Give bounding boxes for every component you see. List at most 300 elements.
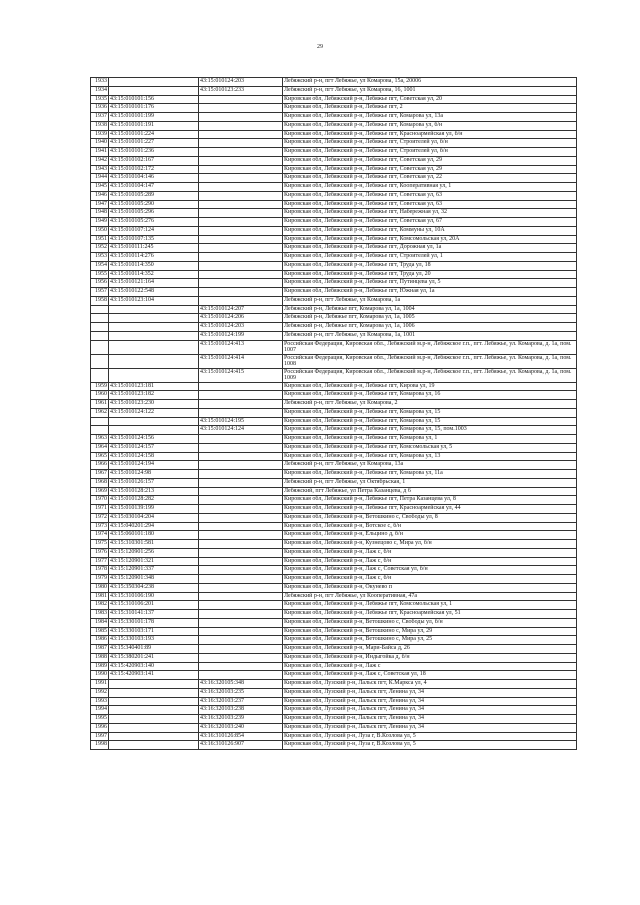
address-cell: Кировская обл, Лебяжский р-н, Лебяжье пгт, Советская ул, 67	[283, 218, 577, 227]
row-number-cell	[91, 417, 109, 426]
row-number-cell: 1982	[91, 601, 109, 610]
row-number-cell: 1935	[91, 95, 109, 104]
row-number-cell: 1975	[91, 540, 109, 549]
address-cell: Кировская обл, Лебяжский р-н, Лаж с, Советская ул, 18	[283, 671, 577, 680]
cadastral-parcel-cell: 43:15:010101:199	[109, 113, 199, 122]
address-cell: Кировская обл, Лебяжский р-н, Лебяжье пгт, Советская ул, 63	[283, 200, 577, 209]
row-number-cell: 1939	[91, 130, 109, 139]
table-row	[91, 296, 577, 305]
table-row	[91, 680, 577, 689]
table-row	[91, 601, 577, 610]
cadastral-parcel-cell	[109, 426, 199, 435]
table-row	[91, 636, 577, 645]
cadastral-premises-cell	[199, 218, 283, 227]
cadastral-premises-cell	[199, 121, 283, 130]
cadastral-premises-cell	[199, 408, 283, 417]
table-row	[91, 382, 577, 391]
cadastral-parcel-cell: 43:15:010123:104	[109, 296, 199, 305]
cadastral-parcel-cell: 43:15:010124:157	[109, 443, 199, 452]
address-cell: Лебяжский р-н, Лебяжье пгт, Комарова ул, 1а, 1006	[283, 323, 577, 332]
address-cell: Кировская обл, Лебяжский р-н, Лебяжье пгт, Красноармейская ул, 44	[283, 505, 577, 514]
cadastral-premises-cell	[199, 496, 283, 505]
row-number-cell: 1995	[91, 715, 109, 724]
cadastral-premises-cell	[199, 583, 283, 592]
address-cell: Кировская обл, Лебяжский р-н, Лебяжье пгт, Петра Казанцева ул, 8	[283, 496, 577, 505]
table-row	[91, 400, 577, 409]
cadastral-premises-cell: 43:15:010124:414	[199, 354, 283, 368]
cadastral-premises-cell	[199, 653, 283, 662]
table-row	[91, 305, 577, 314]
table-row	[91, 557, 577, 566]
cadastral-premises-cell	[199, 540, 283, 549]
row-number-cell: 1959	[91, 382, 109, 391]
table-row	[91, 183, 577, 192]
address-cell: Кировская обл, Лебяжский р-н, Лаж с, б/н	[283, 575, 577, 584]
cadastral-premises-cell	[199, 443, 283, 452]
address-cell: Кировская обл, Лебяжский р-н, Вотское с, б/н	[283, 522, 577, 531]
cadastral-parcel-cell: 43:15:010114:352	[109, 270, 199, 279]
cadastral-parcel-cell	[109, 697, 199, 706]
table-row	[91, 470, 577, 479]
cadastral-parcel-cell: 43:15:010128:282	[109, 496, 199, 505]
table-row	[91, 540, 577, 549]
cadastral-premises-cell	[199, 226, 283, 235]
address-cell: Кировская обл, Лебяжский р-н, Лаж с, б/н	[283, 557, 577, 566]
table-row	[91, 452, 577, 461]
row-number-cell: 1951	[91, 235, 109, 244]
cadastral-parcel-cell: 43:15:010104:147	[109, 183, 199, 192]
row-number-cell: 1968	[91, 478, 109, 487]
table-row	[91, 368, 577, 382]
cadastral-parcel-cell	[109, 340, 199, 354]
table-row	[91, 139, 577, 148]
row-number-cell: 1938	[91, 121, 109, 130]
address-cell: Кировская обл, Лебяжский р-н, Лебяжье пгт, Советская ул, 20	[283, 95, 577, 104]
row-number-cell: 1997	[91, 732, 109, 741]
cadastral-premises-cell	[199, 261, 283, 270]
row-number-cell	[91, 323, 109, 332]
table-row	[91, 244, 577, 253]
cadastral-parcel-cell: 43:15:350304:238	[109, 583, 199, 592]
address-cell: Кировская обл, Лебяжский р-н, Лебяжье пгт, Коммуны ул, 10А	[283, 226, 577, 235]
row-number-cell: 1993	[91, 697, 109, 706]
cadastral-premises-cell	[199, 382, 283, 391]
row-number-cell: 1961	[91, 400, 109, 409]
cadastral-parcel-cell: 43:15:060101:180	[109, 531, 199, 540]
cadastral-premises-cell: 43:15:010124:203	[199, 323, 283, 332]
address-cell: Российская Федерация, Кировская обл., Лебяжский м.р-н, Лебяжское г.п., пгт. Лебяжье, ул. Комарова, д. 1а, пом. 1008	[283, 354, 577, 368]
table-row	[91, 314, 577, 323]
cadastral-premises-cell	[199, 235, 283, 244]
address-cell: Кировская обл, Лебяжский р-н, Кузнецово с, Мира ул, б/н	[283, 540, 577, 549]
cadastral-premises-cell	[199, 400, 283, 409]
cadastral-parcel-cell	[109, 331, 199, 340]
address-cell: Кировская обл, Лебяжский р-н, Лебяжье пгт, Дорожная ул, 1а	[283, 244, 577, 253]
table-row	[91, 505, 577, 514]
cadastral-parcel-cell: 43:15:010101:227	[109, 139, 199, 148]
table-row	[91, 610, 577, 619]
cadastral-parcel-cell: 43:15:010107:135	[109, 235, 199, 244]
table-row	[91, 130, 577, 139]
cadastral-parcel-cell: 43:15:330103:171	[109, 627, 199, 636]
row-number-cell: 1934	[91, 86, 109, 95]
cadastral-premises-cell	[199, 104, 283, 113]
cadastral-premises-cell	[199, 296, 283, 305]
cadastral-premises-cell	[199, 191, 283, 200]
row-number-cell: 1991	[91, 680, 109, 689]
cadastral-parcel-cell: 43:15:310141:137	[109, 610, 199, 619]
row-number-cell: 1947	[91, 200, 109, 209]
address-cell: Кировская обл, Лебяжский р-н, Лебяжье пгт, Строителей ул, б/н	[283, 139, 577, 148]
cadastral-parcel-cell: 43:15:010121:164	[109, 279, 199, 288]
table-row	[91, 531, 577, 540]
address-cell: Кировская обл, Лебяжский р-н, Лебяжье пгт, Комарова ул, 16	[283, 391, 577, 400]
cadastral-parcel-cell	[109, 86, 199, 95]
table-row	[91, 354, 577, 368]
row-number-cell: 1952	[91, 244, 109, 253]
cadastral-parcel-cell	[109, 732, 199, 741]
table-row	[91, 165, 577, 174]
cadastral-parcel-cell: 43:15:010111:245	[109, 244, 199, 253]
row-number-cell: 1954	[91, 261, 109, 270]
cadastral-premises-cell	[199, 156, 283, 165]
row-number-cell: 1937	[91, 113, 109, 122]
row-number-cell: 1957	[91, 288, 109, 297]
cadastral-premises-cell: 43:15:010124:415	[199, 368, 283, 382]
address-cell: Кировская обл, Лебяжский р-н, Мари-Байса д, 26	[283, 645, 577, 654]
table-row	[91, 408, 577, 417]
cadastral-parcel-cell: 43:15:310106:201	[109, 601, 199, 610]
cadastral-premises-cell: 43:15:010124:203	[199, 78, 283, 87]
address-cell: Кировская обл, Лузский р-н, Луза г, В.Козлова ул, 5	[283, 732, 577, 741]
cadastral-premises-cell	[199, 645, 283, 654]
cadastral-parcel-cell: 43:15:010126:157	[109, 478, 199, 487]
cadastral-parcel-cell: 43:15:010107:124	[109, 226, 199, 235]
address-cell: Кировская обл, Лузский р-н, Лальск пгт, Ленина ул, 34	[283, 688, 577, 697]
table-row	[91, 148, 577, 157]
table-row	[91, 435, 577, 444]
cadastral-parcel-cell: 43:15:010123:230	[109, 400, 199, 409]
cadastral-parcel-cell: 43:15:010128:213	[109, 487, 199, 496]
cadastral-premises-cell	[199, 610, 283, 619]
cadastral-premises-cell	[199, 391, 283, 400]
cadastral-premises-cell: 43:15:010124:124	[199, 426, 283, 435]
row-number-cell: 1967	[91, 470, 109, 479]
address-cell: Кировская обл, Лебяжский р-н, Лебяжье пгт, Комарова ул, 11а	[283, 470, 577, 479]
table-row	[91, 697, 577, 706]
table-row	[91, 592, 577, 601]
address-cell: Кировская обл, Лебяжский р-н, Лебяжье пгт, Комарова ул, б/н	[283, 121, 577, 130]
cadastral-parcel-cell: 43:15:040201:294	[109, 522, 199, 531]
cadastral-premises-cell: 43:15:010124:206	[199, 314, 283, 323]
row-number-cell: 1974	[91, 531, 109, 540]
cadastral-parcel-cell	[109, 706, 199, 715]
row-number-cell	[91, 426, 109, 435]
page-number: 29	[317, 44, 323, 50]
cadastral-parcel-cell: 43:15:010124:158	[109, 452, 199, 461]
cadastral-premises-cell	[199, 209, 283, 218]
cadastral-parcel-cell	[109, 354, 199, 368]
row-number-cell: 1955	[91, 270, 109, 279]
address-cell: Российская Федерация, Кировская обл., Лебяжский м.р-н, Лебяжское г.п., пгт. Лебяжье, ул. Комарова, д. 1а, пом. 1009	[283, 368, 577, 382]
address-cell: Кировская обл, Лебяжский р-н, Лебяжье пгт, Комарова ул, 15	[283, 408, 577, 417]
address-cell: Кировская обл, Лебяжский р-н, Ветошкино с, Свободы ул, 8	[283, 513, 577, 522]
cadastral-premises-cell	[199, 288, 283, 297]
cadastral-parcel-cell: 43:15:010105:289	[109, 191, 199, 200]
row-number-cell: 1943	[91, 165, 109, 174]
row-number-cell: 1998	[91, 741, 109, 750]
table-row	[91, 627, 577, 636]
cadastral-premises-cell: 43:16:320103:239	[199, 715, 283, 724]
address-cell: Лебяжский р-н, пгт Лебяжье, ул Комарова, 16, 1001	[283, 86, 577, 95]
cadastral-parcel-cell: 43:15:010124:122	[109, 408, 199, 417]
row-number-cell: 1940	[91, 139, 109, 148]
table-row	[91, 331, 577, 340]
row-number-cell: 1978	[91, 566, 109, 575]
row-number-cell: 1976	[91, 548, 109, 557]
cadastral-premises-cell: 43:15:010124:199	[199, 331, 283, 340]
cadastral-premises-cell	[199, 531, 283, 540]
cadastral-parcel-cell	[109, 305, 199, 314]
table-row	[91, 156, 577, 165]
address-cell: Кировская обл, Лебяжский р-н, Лебяжье пгт, Набережная ул, 32	[283, 209, 577, 218]
address-cell: Кировская обл, Лебяжский р-н, Лаж с, б/н	[283, 548, 577, 557]
cadastral-premises-cell	[199, 174, 283, 183]
table-row	[91, 340, 577, 354]
address-cell: Кировская обл, Лебяжский р-н, Ветошкино с, Свободы ул, б/н	[283, 618, 577, 627]
address-cell: Кировская обл, Лебяжский р-н, Лебяжье пгт, Комарова ул, 1	[283, 435, 577, 444]
row-number-cell: 1973	[91, 522, 109, 531]
address-cell: Кировская обл, Лузский р-н, Лальск пгт, Ленина ул, 34	[283, 706, 577, 715]
address-cell: Кировская обл, Лебяжский р-н, Индыгойка д, б/н	[283, 653, 577, 662]
cadastral-parcel-cell: 43:15:340401:89	[109, 645, 199, 654]
row-number-cell: 1985	[91, 627, 109, 636]
cadastral-premises-cell	[199, 548, 283, 557]
table-row	[91, 78, 577, 87]
cadastral-parcel-cell: 43:15:030104:204	[109, 513, 199, 522]
address-cell: Кировская обл, Лебяжский р-н, Лебяжье пгт, Строителей ул, б/н	[283, 148, 577, 157]
table-row	[91, 443, 577, 452]
table-row	[91, 253, 577, 262]
row-number-cell: 1984	[91, 618, 109, 627]
table-row	[91, 645, 577, 654]
address-cell: Кировская обл, Лебяжский р-н, Лаж с	[283, 662, 577, 671]
address-cell: Кировская обл, Лебяжский р-н, Лебяжье пгт, Комарова ул, 15	[283, 417, 577, 426]
address-cell: Лебяжский р-н, пгт Лебяжье, ул Октябрьская, 1	[283, 478, 577, 487]
cadastral-parcel-cell: 43:15:010105:290	[109, 200, 199, 209]
cadastral-parcel-cell	[109, 417, 199, 426]
cadastral-parcel-cell	[109, 723, 199, 732]
row-number-cell	[91, 331, 109, 340]
cadastral-premises-cell	[199, 601, 283, 610]
table-row	[91, 688, 577, 697]
cadastral-premises-cell	[199, 113, 283, 122]
cadastral-parcel-cell: 43:15:010123:182	[109, 391, 199, 400]
row-number-cell: 1979	[91, 575, 109, 584]
cadastral-parcel-cell: 43:15:330101:178	[109, 618, 199, 627]
row-number-cell: 1981	[91, 592, 109, 601]
row-number-cell: 1960	[91, 391, 109, 400]
cadastral-premises-cell	[199, 165, 283, 174]
address-cell: Кировская обл, Лебяжский р-н, Лебяжье пгт, Труда ул, 18	[283, 261, 577, 270]
address-cell: Кировская обл, Лебяжский р-н, Ельцино д, б/н	[283, 531, 577, 540]
cadastral-premises-cell	[199, 270, 283, 279]
cadastral-premises-cell: 43:16:320103:235	[199, 688, 283, 697]
table-row	[91, 261, 577, 270]
table-row	[91, 715, 577, 724]
cadastral-parcel-cell	[109, 314, 199, 323]
row-number-cell: 1944	[91, 174, 109, 183]
table-row	[91, 200, 577, 209]
cadastral-parcel-cell	[109, 688, 199, 697]
row-number-cell: 1966	[91, 461, 109, 470]
table-row	[91, 723, 577, 732]
cadastral-premises-cell	[199, 618, 283, 627]
row-number-cell: 1949	[91, 218, 109, 227]
table-row	[91, 618, 577, 627]
table-row	[91, 653, 577, 662]
cadastral-parcel-cell: 43:15:010102:172	[109, 165, 199, 174]
table-row	[91, 226, 577, 235]
table-row	[91, 95, 577, 104]
cadastral-parcel-cell: 43:15:010139:199	[109, 505, 199, 514]
row-number-cell: 1942	[91, 156, 109, 165]
cadastral-premises-cell: 43:16:320103:240	[199, 723, 283, 732]
table-row	[91, 566, 577, 575]
row-number-cell: 1956	[91, 279, 109, 288]
address-cell: Кировская обл, Лебяжский р-н, Лебяжье пгт, Советская ул, 63	[283, 191, 577, 200]
cadastral-premises-cell	[199, 95, 283, 104]
table-row	[91, 548, 577, 557]
table-row	[91, 323, 577, 332]
table-row	[91, 86, 577, 95]
row-number-cell: 1992	[91, 688, 109, 697]
address-cell: Кировская обл, Лебяжский р-н, Лебяжье пгт, Кирова ул, 19	[283, 382, 577, 391]
table-row	[91, 417, 577, 426]
cadastral-parcel-cell: 43:15:120901:348	[109, 575, 199, 584]
address-cell: Лебяжский р-н, пгт Лебяжье, ул Комарова, 1а, 1001	[283, 331, 577, 340]
address-cell: Лебяжский р-н, Лебяжье пгт, Комарова ул, 1а, 1005	[283, 314, 577, 323]
table-row	[91, 104, 577, 113]
row-number-cell: 1933	[91, 78, 109, 87]
cadastral-premises-cell	[199, 671, 283, 680]
cadastral-parcel-cell: 43:15:010101:224	[109, 130, 199, 139]
table-row	[91, 487, 577, 496]
row-number-cell: 1936	[91, 104, 109, 113]
cadastral-premises-cell: 43:16:310126:854	[199, 732, 283, 741]
cadastral-premises-cell: 43:16:320105:348	[199, 680, 283, 689]
row-number-cell: 1972	[91, 513, 109, 522]
cadastral-premises-cell	[199, 522, 283, 531]
cadastral-parcel-cell: 43:15:010124:98	[109, 470, 199, 479]
row-number-cell: 1977	[91, 557, 109, 566]
row-number-cell: 1990	[91, 671, 109, 680]
cadastral-parcel-cell: 43:15:010102:167	[109, 156, 199, 165]
row-number-cell: 1971	[91, 505, 109, 514]
cadastral-premises-cell: 43:15:010123:233	[199, 86, 283, 95]
table-row	[91, 288, 577, 297]
table-row	[91, 575, 577, 584]
row-number-cell: 1986	[91, 636, 109, 645]
address-cell: Кировская обл, Лебяжский р-н, Лебяжье пгт, Комарова ул, 13	[283, 452, 577, 461]
cadastral-parcel-cell: 43:15:330103:193	[109, 636, 199, 645]
cadastral-premises-cell	[199, 244, 283, 253]
table-row	[91, 218, 577, 227]
address-cell: Кировская обл, Лебяжский р-н, Лебяжье пгт, Строителей ул, 1	[283, 253, 577, 262]
address-cell: Кировская обл, Лузский р-н, Лальск пгт, Ленина ул, 34	[283, 715, 577, 724]
cadastral-parcel-cell: 43:15:420903:140	[109, 662, 199, 671]
cadastral-premises-cell	[199, 487, 283, 496]
address-cell: Кировская обл, Лебяжский р-н, Лебяжье пгт, Комсомольская ул, 20А	[283, 235, 577, 244]
cadastral-premises-cell	[199, 253, 283, 262]
cadastral-parcel-cell	[109, 680, 199, 689]
cadastral-premises-cell	[199, 627, 283, 636]
row-number-cell: 1945	[91, 183, 109, 192]
cadastral-premises-cell	[199, 470, 283, 479]
cadastral-premises-cell	[199, 148, 283, 157]
table-row	[91, 513, 577, 522]
table-row	[91, 461, 577, 470]
table-row	[91, 741, 577, 750]
cadastral-premises-cell	[199, 435, 283, 444]
row-number-cell: 1987	[91, 645, 109, 654]
cadastral-parcel-cell: 43:15:310301:581	[109, 540, 199, 549]
address-cell: Кировская обл, Лузский р-н, Лальск пгт, Ленина ул, 34	[283, 697, 577, 706]
row-number-cell: 1965	[91, 452, 109, 461]
table-row	[91, 522, 577, 531]
cadastral-premises-cell: 43:16:320103:237	[199, 697, 283, 706]
row-number-cell: 1962	[91, 408, 109, 417]
cadastral-parcel-cell: 43:15:010114:350	[109, 261, 199, 270]
row-number-cell: 1988	[91, 653, 109, 662]
address-cell: Кировская обл, Лебяжский р-н, Ветошкино с, Мира ул, 25	[283, 636, 577, 645]
row-number-cell: 1980	[91, 583, 109, 592]
table-row	[91, 391, 577, 400]
cadastral-premises-cell	[199, 183, 283, 192]
cadastral-parcel-cell: 43:15:010104:146	[109, 174, 199, 183]
cadastral-parcel-cell: 43:15:010124:156	[109, 435, 199, 444]
cadastral-premises-cell	[199, 513, 283, 522]
cadastral-premises-cell	[199, 139, 283, 148]
address-cell: Кировская обл, Лебяжский р-н, Лебяжье пгт, Красноармейская ул, 51	[283, 610, 577, 619]
table-row	[91, 583, 577, 592]
row-number-cell: 1964	[91, 443, 109, 452]
cadastral-parcel-cell: 43:15:310106:190	[109, 592, 199, 601]
address-cell: Кировская обл, Лебяжский р-н, Лаж с, Советская ул, б/н	[283, 566, 577, 575]
address-cell: Кировская обл, Лебяжский р-н, Лебяжье пгт, Путинцева ул, 5	[283, 279, 577, 288]
table-row	[91, 235, 577, 244]
address-cell: Кировская обл, Лебяжский р-н, Лебяжье пгт, Комарова ул, 13а	[283, 113, 577, 122]
address-cell: Лебяжский р-н, пгт Лебяжье, ул Комарова, 1а	[283, 296, 577, 305]
cadastral-parcel-cell: 43:15:120901:337	[109, 566, 199, 575]
address-cell: Кировская обл, Лебяжский р-н, Лебяжье пгт, Южная ул, 1а	[283, 288, 577, 297]
cadastral-premises-cell	[199, 557, 283, 566]
cadastral-premises-cell: 43:16:320103:238	[199, 706, 283, 715]
address-cell: Лебяжский р-н, Лебяжье пгт, Комарова ул, 1а, 1004	[283, 305, 577, 314]
row-number-cell	[91, 368, 109, 382]
row-number-cell	[91, 340, 109, 354]
row-number-cell: 1946	[91, 191, 109, 200]
cadastral-premises-cell	[199, 566, 283, 575]
cadastral-premises-cell	[199, 505, 283, 514]
table-row	[91, 496, 577, 505]
address-cell: Кировская обл, Лебяжский р-н, Лебяжье пгт, Комсомольская ул, 5	[283, 443, 577, 452]
cadastral-premises-cell	[199, 452, 283, 461]
row-number-cell	[91, 354, 109, 368]
row-number-cell: 1989	[91, 662, 109, 671]
table-row	[91, 121, 577, 130]
table-row	[91, 279, 577, 288]
